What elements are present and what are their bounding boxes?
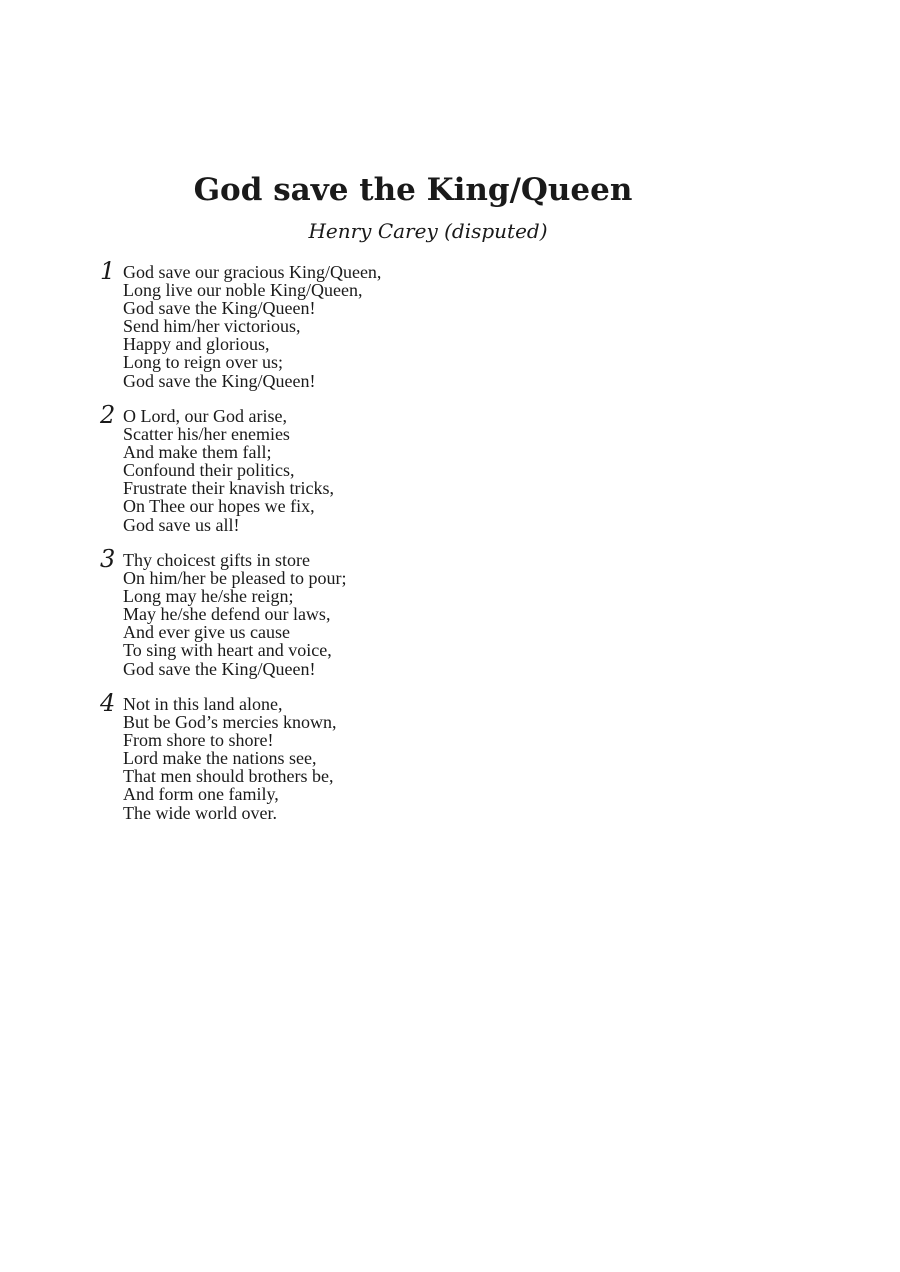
verse-line: May he/she defend our laws, <box>123 604 331 625</box>
verse-line: O Lord, our God arise, <box>123 406 287 426</box>
verse-line: Long may he/she reign; <box>123 586 294 607</box>
verse-line: The wide world over. <box>123 802 277 823</box>
page-title: God save the King/Queen <box>193 172 633 208</box>
verse-line: God save our gracious King/Queen, <box>123 262 382 282</box>
verse-line: That men should brothers be, <box>123 766 334 787</box>
verse-number: 1 <box>100 257 116 285</box>
verse-line: Confound their politics, <box>123 460 295 481</box>
verse-3 <box>100 545 600 689</box>
verse-line: But be God’s mercies known, <box>123 712 337 733</box>
verse-line: Long live our noble King/Queen, <box>123 280 363 301</box>
verse-line: God save the King/Queen! <box>123 370 316 391</box>
verse-line: To sing with heart and voice, <box>123 640 332 661</box>
verse-line: Thy choicest gifts in store <box>123 550 310 570</box>
verse-line: Lord make the nations see, <box>123 748 317 769</box>
verse-line: And make them fall; <box>123 442 272 463</box>
verse-line: On him/her be pleased to pour; <box>123 568 347 589</box>
verse-line: God save us all! <box>123 514 240 535</box>
verse-lines <box>123 695 336 822</box>
verse-4 <box>100 689 600 833</box>
author-line: Henry Carey (disputed) <box>308 219 548 243</box>
verse-lines <box>123 407 334 534</box>
verse-line: Send him/her victorious, <box>123 316 301 337</box>
verse-line: Scatter his/her enemies <box>123 424 290 445</box>
verse-line: And form one family, <box>123 784 279 805</box>
verse-1 <box>100 257 600 401</box>
verse-list <box>100 257 600 833</box>
verse-line: On Thee our hopes we fix, <box>123 496 315 517</box>
verse-number: 2 <box>100 401 116 429</box>
verse-line: Not in this land alone, <box>123 694 283 714</box>
verse-2 <box>100 401 600 545</box>
verse-number: 3 <box>100 545 116 573</box>
verse-line: God save the King/Queen! <box>123 298 316 319</box>
verse-lines <box>123 263 381 390</box>
verse-number: 4 <box>100 689 116 717</box>
verse-line: Long to reign over us; <box>123 352 283 373</box>
verse-lines <box>123 551 346 678</box>
verse-line: Frustrate their knavish tricks, <box>123 478 334 499</box>
verse-line: And ever give us cause <box>123 622 290 643</box>
verse-line: God save the King/Queen! <box>123 658 316 679</box>
verse-line: Happy and glorious, <box>123 334 270 355</box>
verse-line: From shore to shore! <box>123 730 274 751</box>
